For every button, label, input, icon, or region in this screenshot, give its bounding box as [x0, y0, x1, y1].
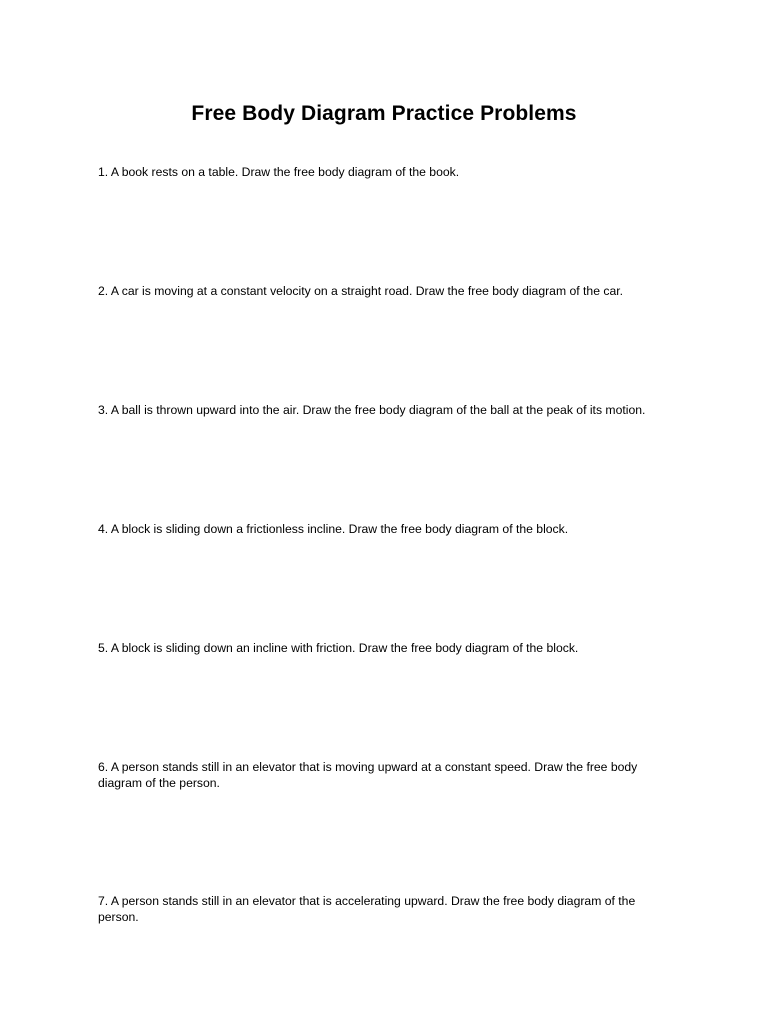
problem-5: 5. A block is sliding down an incline with friction. Draw the free body diagram of the block.: [98, 641, 579, 655]
problem-7: 7. A person stands still in an elevator that is accelerating upward. Draw the free body diagram of the person.: [98, 894, 636, 924]
problem-1: 1. A book rests on a table. Draw the free body diagram of the book.: [98, 165, 460, 179]
problem-6: 6. A person stands still in an elevator that is moving upward at a constant speed. Draw the free body diagram of the person.: [98, 760, 638, 790]
problem-4: 4. A block is sliding down a frictionless incline. Draw the free body diagram of the block.: [98, 522, 569, 536]
page-title: Free Body Diagram Practice Problems: [191, 102, 577, 125]
problem-2: 2. A car is moving at a constant velocity on a straight road. Draw the free body diagram of the car.: [98, 284, 624, 298]
problem-3: 3. A ball is thrown upward into the air. Draw the free body diagram of the ball at the peak of its motion.: [98, 403, 646, 417]
